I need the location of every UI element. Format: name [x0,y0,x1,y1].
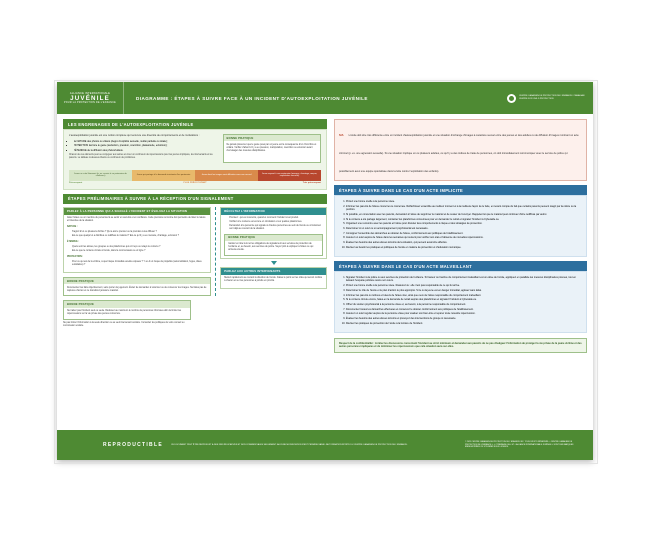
implicit-steps-panel [334,195,587,257]
section-heading-preliminary: ÉTAPES PRÉLIMINAIRES À SUIVRE À LA RÉCEPTION D'UN SIGNALEMENT [63,194,327,204]
continuum-label-high: Très préoccupant [302,181,321,184]
confidentiality-callout: Respect de la confidentialité : Limitez les discussions concernant l'incident au strict minimum et demandez aux parents de ne pas divulguer l'information de protéger la vie privée de la jeune victime et des autres personnes impliquées et de minimiser les répercussions que cela situation aura sur elles. [334,338,587,353]
malicious-steps-panel [334,271,587,333]
continuum-labels [69,182,321,184]
list-item: • Est-ce que quelqu'un a distribué ou rediffusé le matériel ? Est-ce qu'il y a eu menace, chantage, extorsion ? [72,235,207,238]
best-practice-text: Ne traitez pas l'incident seul ou seule. Réduisez au maximum le nombre de personnes informées afin de limiter les répercussions sur la vie privée des jeunes concernés. [67,310,182,315]
logo-sub-text: POUR LA PROTECTION DE L'ENFANCE [64,102,116,105]
implicit-steps-list [340,200,581,249]
poster-sheet [57,82,593,460]
flow-node-text: Aidez l'élève ou un membre du personnel à se sentir en sécurité et en confiance. Cette première rencontre doit permettre de lister la nature et l'étendue de la situation. [67,217,206,223]
list-item: 8. Assurez un suivi régulier auprès de la personne visée pour évaluer son bien-être et repérer toute nouvelle répercussion. [346,312,581,315]
best-practice-title: BONNE PRATIQUE [225,235,322,241]
flow-node-title: RÉCOLTEZ L'INFORMATION [221,208,326,215]
list-item: • Quels sont les élèves, les groupes ou les plateformes qui ont reçu ou relayé le contenu ? [72,246,207,249]
nature-list [67,231,207,238]
list-item: • l'ÉTENDUE de la diffusion des photos/vidéos. [74,149,219,152]
footer-copyright-text: © 2023 CENTRE CANADIEN DE PROTECTION DE L'ENFANCE INC. TOUS DROITS RÉSERVÉS. « CENTRE CANADIEN DE PROTECTION DE L'ENFANCE », « CYBERAIDE.CA » ET « ALLIANCE INTERNATIONALE JUVÉNILE » SONT DES MARQUES ENREGISTRÉES OU UTILISÉES SOUS LICENCE. [465,441,574,449]
left-column [57,114,331,430]
list-item: 9. Évaluez les besoins des autres élèves témoins de la situation, qui peuvent aussi être affectés. [346,241,581,244]
list-item: 8. Assurez un suivi auprès de l'élève dans les semaines qui suivent pour vérifier son état et l'absence de nouvelles répercussions. [346,236,581,239]
sub-label-etendue: ÉTENDUE : [67,240,80,243]
best-practice-box-3 [63,300,191,319]
logo-main-text: JUVÉNILE [70,95,110,103]
nb-text: L'école doit être très différente entre un incident d'autoexploitation juvénile et une situation d'échange d'images à caractère sexuel entre des jeunes et des adultes ou de diffusion d'images montrant un acte criminel (p. ex. une agression sexuelle). Si une situation implique un ou plusieurs adultes, ou qu'il y a des indices de traite de personnes, on doit immédiatement communiquer avec le service de police (et possiblement avec une équipe spécialisée dans la lutte contre l'exploitation des enfants). [339,134,579,173]
nb-label: N.B. [339,134,345,137]
best-practice-text: Ne jamais présumer que le geste posé par un jeune est la conséquence d'un choix libre et éclairé. Vérifier d'abord s'il y a eu pression, manipulation, coercition ou extorsion avant d'envisager des mesures disciplinaires. [226,143,317,152]
flow-node-collect-info [220,207,327,259]
section-heading-malicious: ÉTAPES À SUIVRE DANS LE CAS D'UN ACTE MALVEILLANT [334,261,587,271]
list-item: 10. Révisez au besoin les pratiques et politiques de l'école en matière de prévention et d'éducation numérique. [346,246,581,249]
continuum-label-low: Préoccupant [69,181,83,184]
list-item: 4. Informez les parents ou tutrices et tuteurs de l'élève visé, ainsi que ceux de l'élève responsable du comportement malveillant. [346,294,581,297]
list-item: • la NATURE des photos ou vidéos (degré d'explicité sexuelle, nudité partielle ou totale); [74,140,219,143]
partner-logo [507,94,593,103]
best-practice-box-2 [63,277,211,296]
list-item: • Vérifiez si le contenu est encore en circulation et sur quelles plateformes. [229,221,323,224]
list-item: • S'agit-il d'un ou plusieurs clichés ? Qui a été le premier ou la première à les diffuser ? [72,231,207,234]
right-column [331,114,593,430]
flow-node-title: PARLEZ À LA PERSONNE QUI A SIGNALÉ L'INCIDENT ET ÉVALUEZ LA SITUATION [64,208,210,215]
list-item: 3. Si possible, en concertation avec les parents, demandez à l'élève de supprimer le matériel et de cesser de l'envoyer. Rappelez-lui que le matériel peut continuer d'être rediffusé par autrui. [346,213,581,216]
page-title: DIAGRAMME : ÉTAPES À SUIVRE FACE À UN INCIDENT D'AUTOEXPLOITATION JUVÉNILE [136,95,368,101]
list-item: 7. Consignez l'ensemble des démarches au dossier de l'élève, conformément aux politiques de l'établissement. [346,232,581,235]
list-item: 6. Offrez du soutien psychosocial à la personne visée et, au besoin, à la personne responsable du comportement. [346,303,581,306]
best-practice-box-inline [224,234,323,256]
continuum-step: Jeune dont les images sont diffusées sans son accord [195,170,258,181]
list-item: 1. Signalez l'incident à la police ou aux services de protection de l'enfance. Si l'auteur ou l'autrice du comportement malveillant est un élève de l'école, appliquez en parallèle les mesures disciplinaires prévues, tout en laissant l'enquête policière suivre son cours. [346,276,581,283]
best-practice-title: BONNE PRATIQUE [64,301,190,307]
best-practice-box-1 [223,134,321,163]
best-practice-note: Ne pas limiter l'information à la seule direction ou au seul intervenant scolaire. Consultez les politiques de votre conseil ou commission scolaire. [63,321,185,327]
poster-body [57,114,593,430]
flow-diagram [63,207,327,327]
best-practice-title: BONNE PRATIQUE [64,278,210,284]
list-item: • Est-ce que le contenu circule à l'école, dans la communauté ou en ligne ? [72,250,207,253]
best-practice-title: BONNE PRATIQUE [224,135,320,141]
arrow-down-icon [271,261,277,265]
continuum-step: Jeune qui partage à la demande insistante d'un partenaire [132,170,195,181]
malicious-steps-list [340,276,581,325]
shield-icon [507,94,516,103]
list-item: 3. Déterminez le rôle de l'école et le plan d'action le plus approprié. Si le ou la jeune est en danger immédiat, agissez sans délai. [346,289,581,292]
alliance-logo [57,82,124,114]
etendue-list [67,246,207,253]
logo-top-text: ALLIANCE INTERNATIONALE [69,91,111,95]
nb-callout [334,119,587,181]
poster-footer [57,430,593,460]
list-item: • Précisez : qui est concerné, quand et comment l'incident s'est produit. [229,217,323,220]
continuum-label-mid: PLUS PRÉOCCUPANT [183,181,207,184]
list-item: 2. Prêtez une bonne oreille à la personne visée. Rassurez-la : elle n'est pas responsable de ce qui lui arrive. [346,284,581,287]
list-item: 6. Déterminez si un suivi ou un accompagnement psychosocial est nécessaire. [346,227,581,230]
continuum-step: Jeune exposé à une sextorsion (menace, chantage, rançon, exploitation sexuelle) [258,170,321,181]
continuum-step: Jeune se crée librement (p. ex. envoie à un partenaire de confiance) [69,170,132,181]
list-item: 9. Évaluez les besoins des autres élèves témoins et prévoyez des interventions de groupe si nécessaire. [346,317,581,320]
list-item: 1. Prêtez une bonne oreille à la personne visée. [346,200,581,203]
list-item: 7. Documentez toutes les démarches effectuées et conservez le dossier conformément aux politiques de l'établissement. [346,308,581,311]
flow-node-talk-to-reporter [63,207,211,273]
gears-intro: L'autoexploitation juvénile est une notion complexe qui recouvre une diversité de comportements et de motivations : [69,134,200,138]
collect-info-list [224,217,323,231]
list-item: • l'INTENTION derrière le geste (séduction, pression, coercition, plaisanterie, extorsion); [74,144,219,147]
list-item: • Pour ce qui est de la victime, à quel risque immédiat est-elle exposée ? Y a-t-il un risque de préjudice (automutilation, fugue, idées suicidaires) ? [72,261,207,267]
list-item: 10. Révisez les pratiques de prévention de l'école à la lumière de l'incident. [346,322,581,325]
gears-note: Chacun de ces éléments peut se conjuguer aux autres et créer un continuum de répercussions pour les jeunes impliqués, les intervenants et les parents. Le tableau ci-dessous illustre ce continuum de problèmes. [69,154,213,160]
list-item: • Demandez à la personne qui signale si d'autres personnes au sein de l'école ou à l'extérieur sont déjà au courant de la situation. [229,225,323,231]
flow-node-talk-to-staff [220,267,327,289]
flow-right-branch [215,207,327,296]
best-practice-text: Documentez les faits objectivement, sans porter de jugement. Évitez de demander à visionner ou de conserver les images. Ne faites pas de captures d'écran et ne transférez jamais le matériel. [67,286,207,292]
section-heading-gears: LES ENGRENAGES DE L'AUTOEXPLOITATION JUVÉNILE [63,119,327,129]
sub-label-nature: NATURE : [67,225,78,228]
partner-label: CENTRE CANADIEN DE PROTECTION DE L'ENFANCE / CANADIAN CENTRE FOR CHILD PROTECTION [519,95,585,100]
gears-bullets [69,140,219,152]
protection-list [67,261,207,267]
poster-header [57,82,593,114]
flow-node-title: PARLEZ AUX AUTRES INTERVENANTS [221,268,326,275]
gears-panel [63,129,327,190]
sub-label-protection: PROTECTION : [67,255,84,258]
list-item: 5. Si le contenu circule encore, faites-en la demande de retrait auprès des plateformes et signalez l'incident à Cyberaide.ca. [346,298,581,301]
list-item: 4. Si le contenu a été partagé largement, contactez les plateformes concernées pour en demander le retrait et signalez l'incident à Cyberaide.ca. [346,218,581,221]
list-item: 5. Organisez une rencontre avec les parents et l'élève pour discuter des comportements à risque et des stratégies de prévention. [346,222,581,225]
list-item: 2. Informez les parents de l'élève concerné ou concernée. Réfléchissez ensemble au meilleur moment et à la meilleure façon de le faire, en tenant compte du fait que certains parents peuvent réagir par la colère ou la punition. [346,205,581,212]
reproducible-label: REPRODUCTIBLE [103,442,163,448]
section-heading-implicit: ÉTAPES À SUIVRE DANS LE CAS D'UN ACTE IMPLICITE [334,185,587,195]
continuum-graphic [69,170,321,184]
flow-node-text: Mettez rapidement au courant la direction de l'école. Faites le point sur les rôles qui seront confiés à chacun et sur les personnes à joindre en priorité. [224,277,323,283]
footer-legal-text: CE DOCUMENT PEUT ÊTRE REPRODUIT À DES FINS ÉDUCATIVES ET NON COMMERCIALES SEULEMENT. AUCUNE MODIFICATION N'EST PERMISE SANS L'AUTORISATION ÉCRITE DU CENTRE CANADIEN DE PROTECTION DE L'ENFANCE. [170,443,408,446]
best-practice-text: Gardez en tête la loi et les obligations de signalement aux services de protection de l'enfance et, au besoin, aux services de police. Soyez prêt à expliquer à l'élève ce qui arrivera ensuite. [228,243,314,252]
